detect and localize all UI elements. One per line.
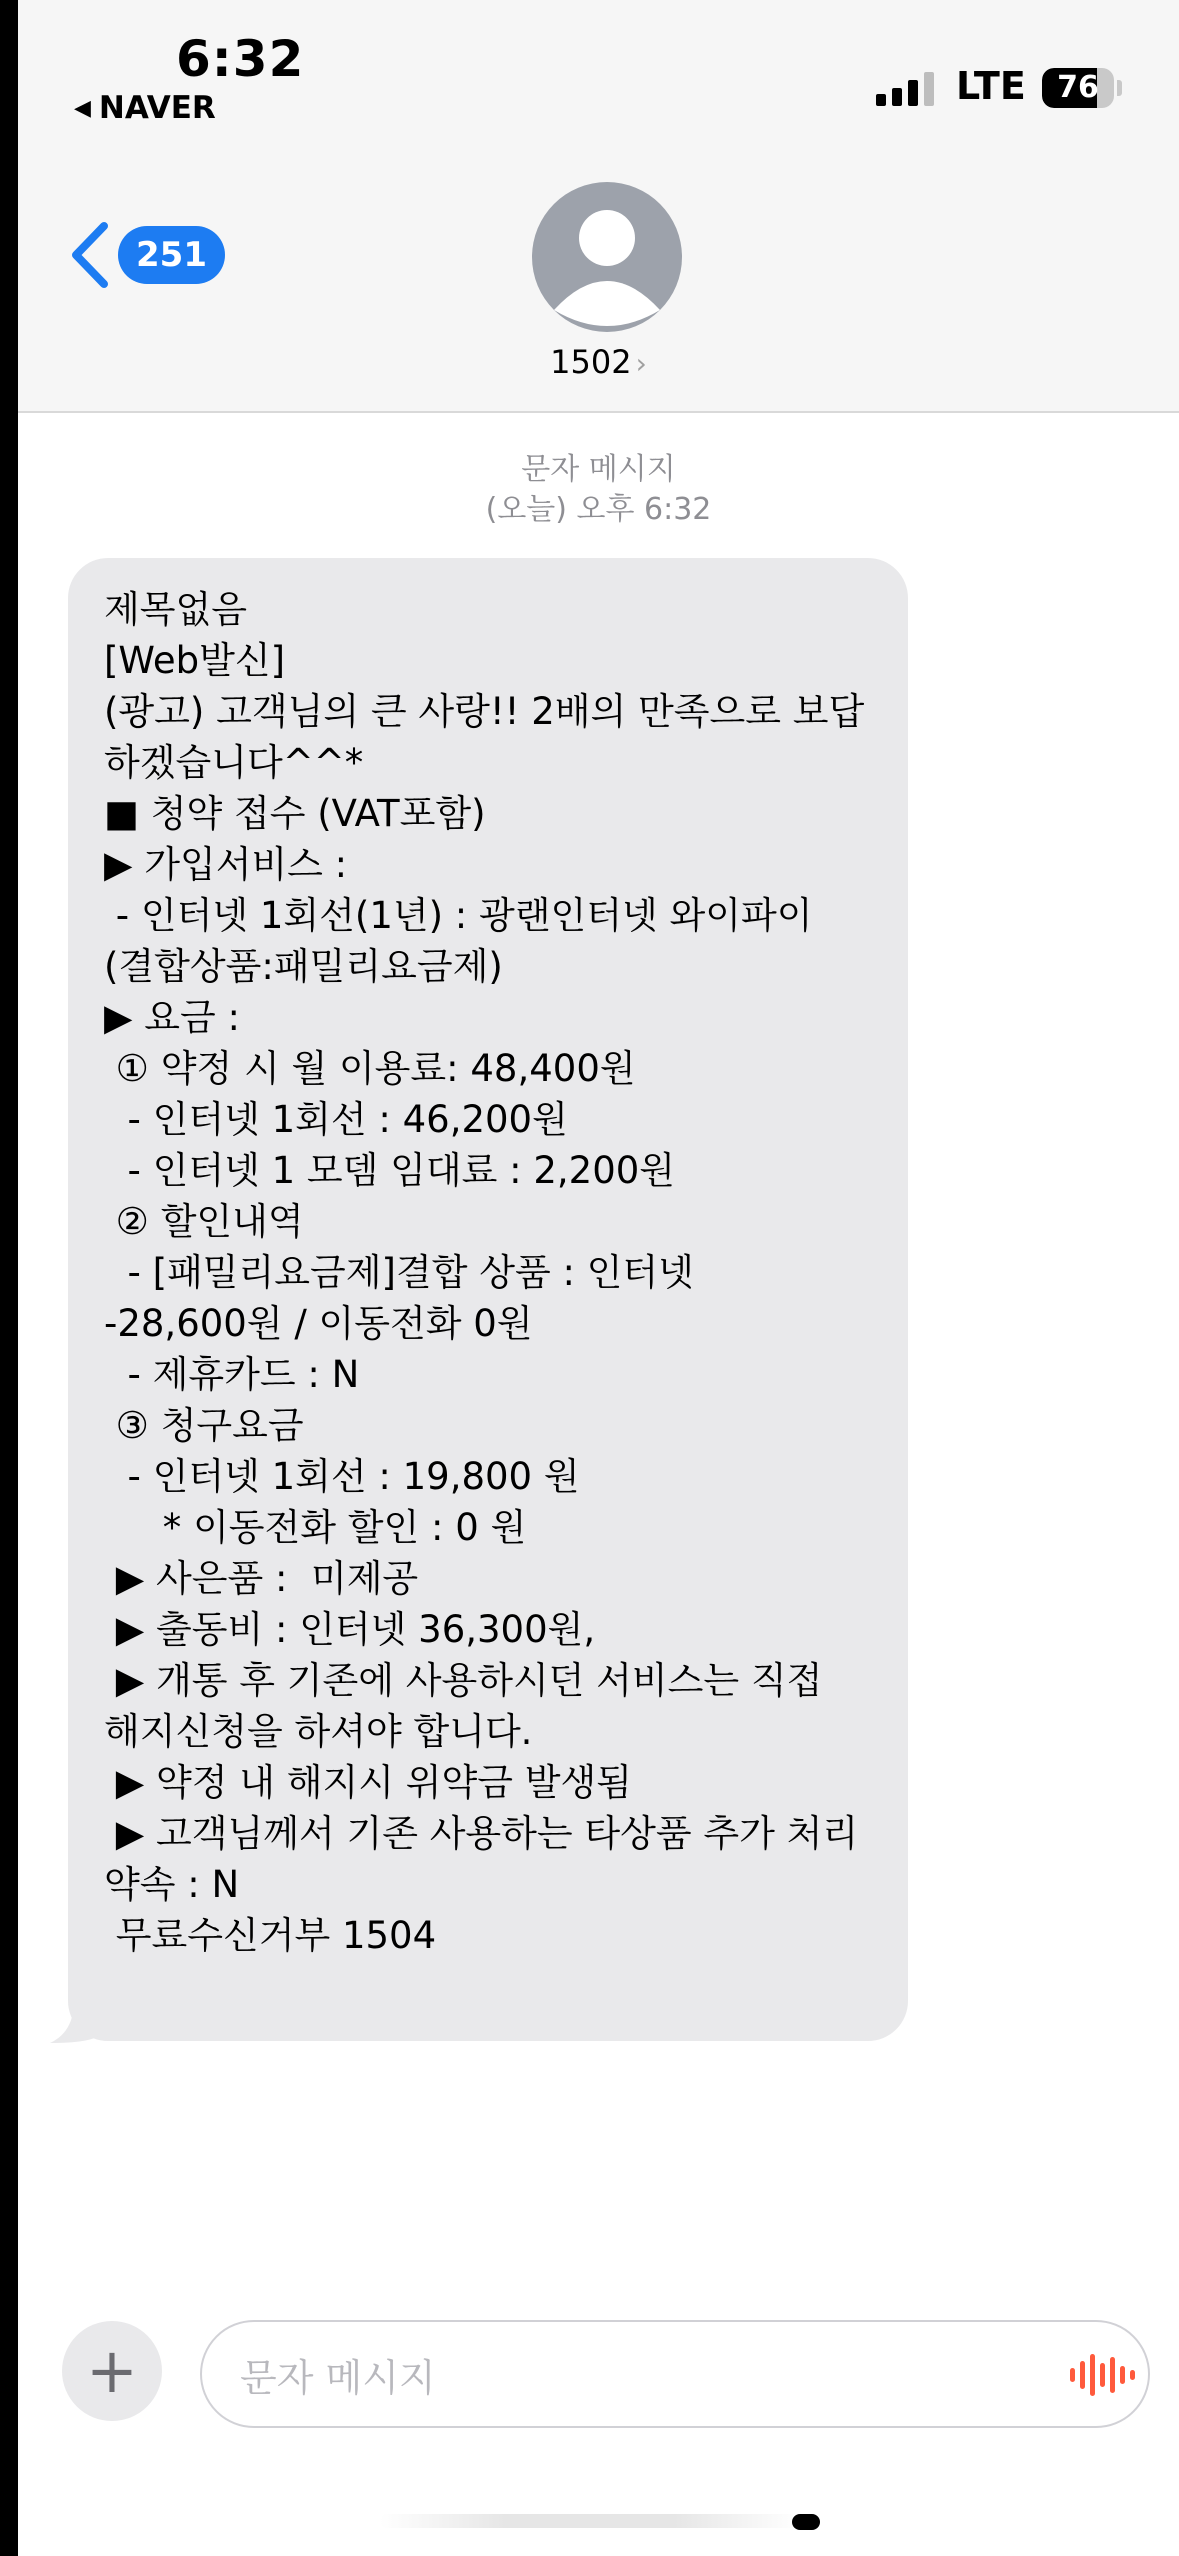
- message-line: - 인터넷 1 모뎀 임대료 : 2,200원: [104, 1149, 676, 1192]
- message-line: - 인터넷 1회선 : 46,200원: [104, 1098, 568, 1141]
- network-type: LTE: [956, 64, 1026, 108]
- incoming-message-bubble[interactable]: [68, 558, 908, 2041]
- home-indicator-dot: [792, 2514, 820, 2530]
- contact-avatar[interactable]: [532, 182, 682, 332]
- message-line: ▶ 가입서비스 :: [104, 843, 348, 886]
- person-icon: [532, 182, 682, 332]
- message-thread[interactable]: [18, 415, 1179, 2295]
- waveform-icon[interactable]: [1070, 2350, 1135, 2400]
- unread-count-badge: 251: [118, 226, 225, 284]
- message-line: ▶ 요금 :: [104, 996, 240, 1039]
- message-line: 하겠습니다^^*: [104, 741, 364, 784]
- message-line: ▶ 출동비 : 인터넷 36,300원,: [104, 1608, 596, 1651]
- message-input-placeholder: 문자 메시지: [240, 2355, 436, 2400]
- message-line: (결합상품:패밀리요금제): [104, 945, 503, 988]
- message-meta: [18, 450, 1179, 530]
- cellular-signal-icon: [876, 70, 934, 106]
- home-indicator[interactable]: [380, 2514, 800, 2528]
- message-line: ■ 청약 접수 (VAT포함): [104, 792, 486, 835]
- message-line: ▶ 약정 내 해지시 위약금 발생됨: [104, 1761, 632, 1804]
- message-line: -28,600원 / 이동전화 0원: [104, 1302, 533, 1345]
- battery-icon: [1042, 68, 1114, 108]
- contact-name: 1502: [550, 343, 632, 381]
- bubble-tail: [50, 2005, 100, 2045]
- message-line: ▶ 고객님께서 기존 사용하는 타상품 추가 처리: [104, 1812, 859, 1855]
- message-line: ② 할인내역: [104, 1200, 304, 1243]
- message-line: - 제휴카드 : N: [104, 1353, 360, 1396]
- message-timestamp: (오늘) 오후 6:32: [485, 492, 712, 527]
- message-line: ① 약정 시 월 이용료: 48,400원: [104, 1047, 636, 1090]
- status-time: 6:32: [176, 30, 305, 88]
- back-triangle-icon: ◀: [74, 95, 91, 121]
- contact-name-button[interactable]: [18, 343, 1179, 381]
- message-line: 해지신청을 하셔야 합니다.: [104, 1710, 533, 1753]
- screen-edge: [0, 0, 18, 2556]
- service-label: 문자 메시지: [521, 452, 676, 487]
- message-line: ▶ 개통 후 기존에 사용하시던 서비스는 직접: [104, 1659, 823, 1702]
- message-line: ③ 청구요금: [104, 1404, 304, 1447]
- conversation-header: [18, 130, 1179, 413]
- chevron-left-icon: [68, 220, 112, 290]
- message-input[interactable]: [200, 2320, 1150, 2428]
- chevron-right-icon: ›: [635, 347, 647, 380]
- battery-percent: 76: [1057, 70, 1099, 105]
- message-line: (광고) 고객님의 큰 사랑!! 2배의 만족으로 보답: [104, 690, 865, 733]
- back-app-label: NAVER: [98, 90, 216, 126]
- message-line: 무료수신거부 1504: [104, 1914, 437, 1957]
- message-line: - [패밀리요금제]결합 상품 : 인터넷: [104, 1251, 694, 1294]
- message-line: - 인터넷 1회선(1년) : 광랜인터넷 와이파이: [104, 894, 813, 937]
- status-bar: [18, 0, 1179, 130]
- message-composer: [18, 2295, 1179, 2495]
- message-line: - 인터넷 1회선 : 19,800 원: [104, 1455, 580, 1498]
- plus-icon: +: [86, 2334, 138, 2407]
- message-line: ▶ 사은품 : 미제공: [104, 1557, 419, 1600]
- message-line: * 이동전화 할인 : 0 원: [104, 1506, 527, 1549]
- message-line: [Web발신]: [104, 639, 286, 682]
- back-to-app-link[interactable]: [74, 90, 216, 126]
- back-button[interactable]: [68, 220, 225, 290]
- message-line: 제목없음: [104, 588, 247, 631]
- message-line: 약속 : N: [104, 1863, 240, 1906]
- add-attachment-button[interactable]: [62, 2321, 162, 2421]
- battery-terminal: [1117, 80, 1122, 96]
